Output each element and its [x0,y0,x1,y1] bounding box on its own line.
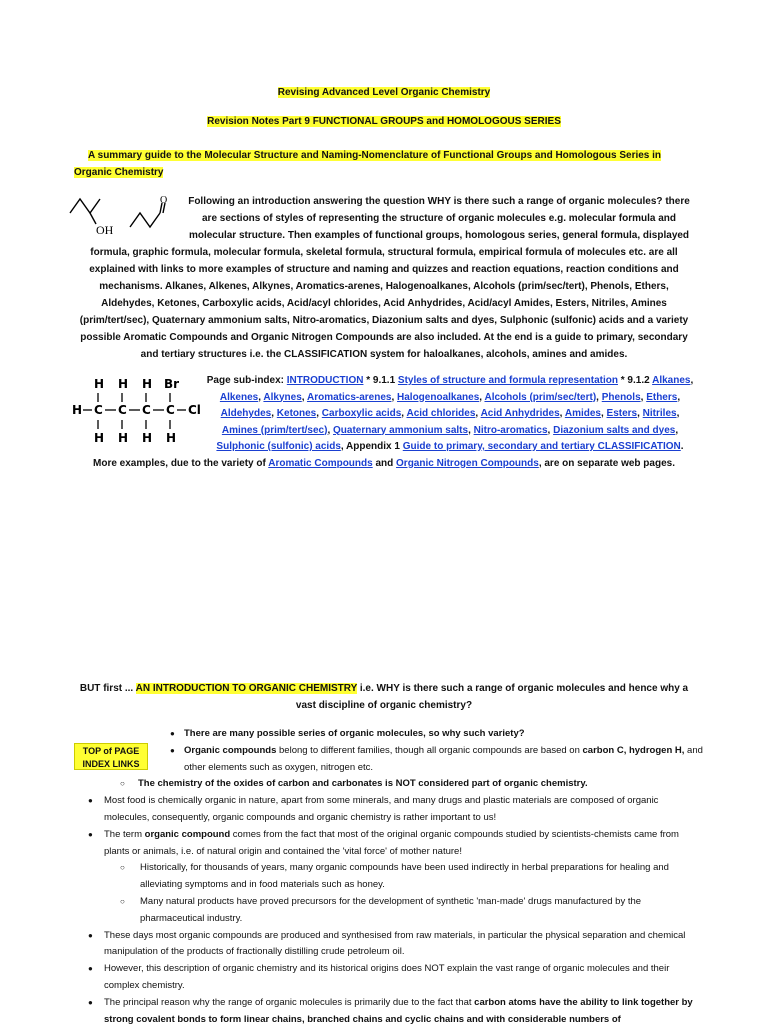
list-text: The principal reason why the range of organic molecules is primarily due to the fact that [104,996,475,1008]
link-separator: , [468,424,474,436]
more-text: . More examples, due to the variety of [93,441,684,469]
atom-h: H [142,431,153,445]
link-separator: , [675,424,679,436]
and-text: and [372,457,397,469]
title-main: Revising Advanced Level Organic Chemistry [277,87,491,98]
link-separator: , [271,408,277,419]
list-text: These days most organic compounds are produced and synthesised from raw materials, in particular the physical separation and chemical manipulation of the products of fractionally distilling crude petroleum oil. [104,929,686,958]
intro-text: Following an introduction answering the question WHY is there such a range of organic molecules? there are sections of styles of representing the structure of organic molecules e.g. molecular formula and molecular structure. Then examples of functional groups, homologous series, general formula, displayed formula, graphic formula, molecular formula, skeletal formula, structural formula, empirical formula of molecules etc. are all explained with links to more examples of structure and naming and quizzes and reaction equations, reaction conditions and mechanisms. Alkanes, Alkenes, Alkynes, Aromatics-arenes, Halogenoalkanes, Alcohols (prim/sec/tert), Phenols, Ethers, Aldehydes, Ketones, Carboxylic acids, Acid/acyl chlorides, Acid Anhydrides, Acid/acyl Amides, Esters, Nitriles, Amines (prim/tert/sec), Quaternary ammonium salts, Nitro-aromatics, Diazonium salts and dyes, Sulphonic (sulfonic) acids and a variety possible Aromatic Compounds and Organic Nitrogen Compounds are also included. At the end is a guide to primary, secondary and tertiary structures i.e. the CLASSIFICATION system for haloalkanes, alcohols, amines and amides. [79,196,690,360]
list-text: There are many possible series of organic molecules, so why such variety? [184,728,525,739]
list-bold: organic compound [144,828,231,840]
list-item [74,928,704,962]
circle-bullet-icon: ○ [120,779,125,789]
link-nitriles[interactable]: Nitriles [642,408,677,419]
list-bold: carbon C, hydrogen H, [582,744,685,756]
page-sub-index [74,373,694,472]
link-alkanes[interactable]: Alkanes [652,375,691,386]
circle-bullet-icon: ○ [120,863,125,873]
list-item [74,894,704,928]
link-separator: , [391,391,398,403]
link-ketones[interactable]: Ketones [276,408,317,419]
link-quaternary-ammonium-salts[interactable]: Quaternary ammonium salts [333,424,469,436]
link-phenols[interactable]: Phenols [601,391,641,403]
link-separator: , [475,408,481,419]
link-ethers[interactable]: Ethers [646,391,678,403]
link-aromatics-arenes[interactable]: Aromatics-arenes [306,391,392,403]
subindex-sep: * 9.1.2 [617,375,653,386]
list-bold: Organic compounds [184,744,277,756]
atom-h: H [118,431,129,445]
list-item [74,860,704,894]
intro-paragraph [74,193,694,363]
link-separator: , [676,408,680,419]
link-separator: , [596,391,602,403]
link-separator: , [677,391,681,403]
list-text: comes from the fact that most of the original organic compounds studied by scientists-chemists came from plants or animals, i.e. of natural origin and contained the 'vital force' of mother nature! [104,828,679,857]
list-text: and other elements such as oxygen, nitrogen etc. [184,744,703,773]
list-item [74,776,704,793]
link-acid-chlorides[interactable]: Acid chlorides [406,408,476,419]
page-title [0,87,768,98]
bullet-icon: ● [88,997,93,1007]
atom-c: C [142,403,151,417]
link-amines-prim-tert-sec[interactable]: Amines (prim/tert/sec) [221,424,328,436]
link-sulphonic-sulfonic-acids[interactable]: Sulphonic (sulfonic) acids [216,441,341,452]
bullet-icon: ● [88,796,93,806]
link-separator: , [301,391,307,403]
link-aromatic-compounds[interactable]: Aromatic Compounds [268,457,373,469]
link-separator: , [640,391,647,403]
bullet-icon: ● [88,930,93,940]
atom-h: H [94,431,105,445]
link-separator: , [258,391,264,403]
atom-br: Br [164,378,180,391]
list-item [74,827,704,861]
link-diazonium-salts-and-dyes[interactable]: Diazonium salts and dyes [553,424,676,436]
bullet-icon: ● [88,829,93,839]
list-text: However, this description of organic chemistry and its historical origins does NOT explain the vast range of organic molecules and their complex chemistry. [104,963,670,991]
bullet-icon: ● [88,964,93,974]
butfirst-rest: i.e. WHY is there such a range of organic molecules and hence why a vast discipline of organic chemistry? [295,683,689,711]
intro-heading [74,680,694,714]
atom-cl: Cl [188,403,201,417]
list-bold: carbon atoms have the ability to link together by strong covalent bonds to form linear chains, branched chains and cyclic chains and with considerable numbers of [104,996,693,1025]
butfirst-highlight: AN INTRODUCTION TO ORGANIC CHEMISTRY [135,683,358,694]
link-alcohols-prim-sec-tert[interactable]: Alcohols (prim/sec/tert) [484,391,597,403]
page-subtitle [0,116,768,127]
bullet-icon: ● [170,729,175,738]
link-classification[interactable]: Guide to primary, secondary and tertiary CLASSIFICATION [402,441,681,452]
list-text: Historically, for thousands of years, many organic compounds have been used indirectly in herbal preparations for healing and alleviating symptoms and in food materials such as honey. [140,862,669,891]
atom-c: C [118,403,127,417]
list-item [74,743,704,777]
butfirst-prefix: BUT first ... [79,683,136,694]
link-alkynes[interactable]: Alkynes [263,391,302,403]
link-separator: , [600,408,607,419]
link-nitro-aromatics[interactable]: Nitro-aromatics [473,424,548,436]
link-separator: , [479,391,485,403]
link-aldehydes[interactable]: Aldehydes [220,408,272,419]
end-text: , are on separate web pages. [538,457,675,469]
link-alkenes[interactable]: Alkenes [219,391,259,403]
atom-c: C [94,403,103,417]
list-text: Most food is chemically organic in nature, apart from some minerals, and many drugs and plastic materials are composed of organic molecules, consequently, organic compounds and organic chemistry is rather important to us! [104,795,659,823]
link-separator: , [401,408,407,419]
list-text: belong to different families, though all organic compounds are based on [276,744,583,756]
link-separator: , [559,408,565,419]
summary-title [74,147,694,181]
o-label: O [160,195,168,206]
title-part: Revision Notes Part 9 FUNCTIONAL GROUPS and HOMOLOGOUS SERIES [207,116,561,127]
link-introduction[interactable]: INTRODUCTION [286,375,364,386]
link-separator: , [327,424,334,436]
title-summary: A summary guide to the Molecular Structure and Naming-Nomenclature of Functional Groups and Homologous Series in Organic Chemistry [74,150,662,178]
list-text: The term [104,828,145,840]
list-text: Many natural products have proved precursors for the development of synthetic 'man-made' drugs manufactured by the pharmaceutical industry. [140,895,642,924]
link-amides[interactable]: Amides [564,408,601,419]
link-nitrogen-compounds[interactable]: Organic Nitrogen Compounds [396,457,539,469]
link-separator: , [316,408,322,419]
link-halogenoalkanes[interactable]: Halogenoalkanes [397,391,480,403]
list-item [74,995,704,1028]
bullet-icon: ● [170,745,175,755]
atom-c: C [166,403,175,417]
atom-h: H [142,378,153,391]
subindex-sep: * 9.1.1 [363,375,398,386]
link-acid-anhydrides[interactable]: Acid Anhydrides [480,408,560,419]
link-carboxylic-acids[interactable]: Carboxylic acids [321,408,402,419]
atom-h: H [94,378,105,391]
circle-bullet-icon: ○ [120,896,125,906]
atom-h: H [118,378,129,391]
link-separator: , [637,408,643,419]
link-esters[interactable]: Esters [606,408,638,419]
list-item [74,793,704,827]
appendix-text: , Appendix 1 [340,441,403,452]
top-of-page-button[interactable]: TOP of PAGE INDEX LINKS [74,743,148,770]
content-list [74,726,704,1028]
list-item [74,961,704,995]
atom-h: H [72,403,83,417]
link-separator: , [690,375,694,386]
oh-label: OH [96,223,114,237]
link-separator: , [547,424,554,436]
subindex-label: Page sub-index: [206,375,284,386]
link-styles[interactable]: Styles of structure and formula representation [397,375,618,386]
list-item [74,726,704,743]
list-text: The chemistry of the oxides of carbon and carbonates is NOT considered part of organic chemistry. [138,778,588,790]
atom-h: H [166,431,177,445]
